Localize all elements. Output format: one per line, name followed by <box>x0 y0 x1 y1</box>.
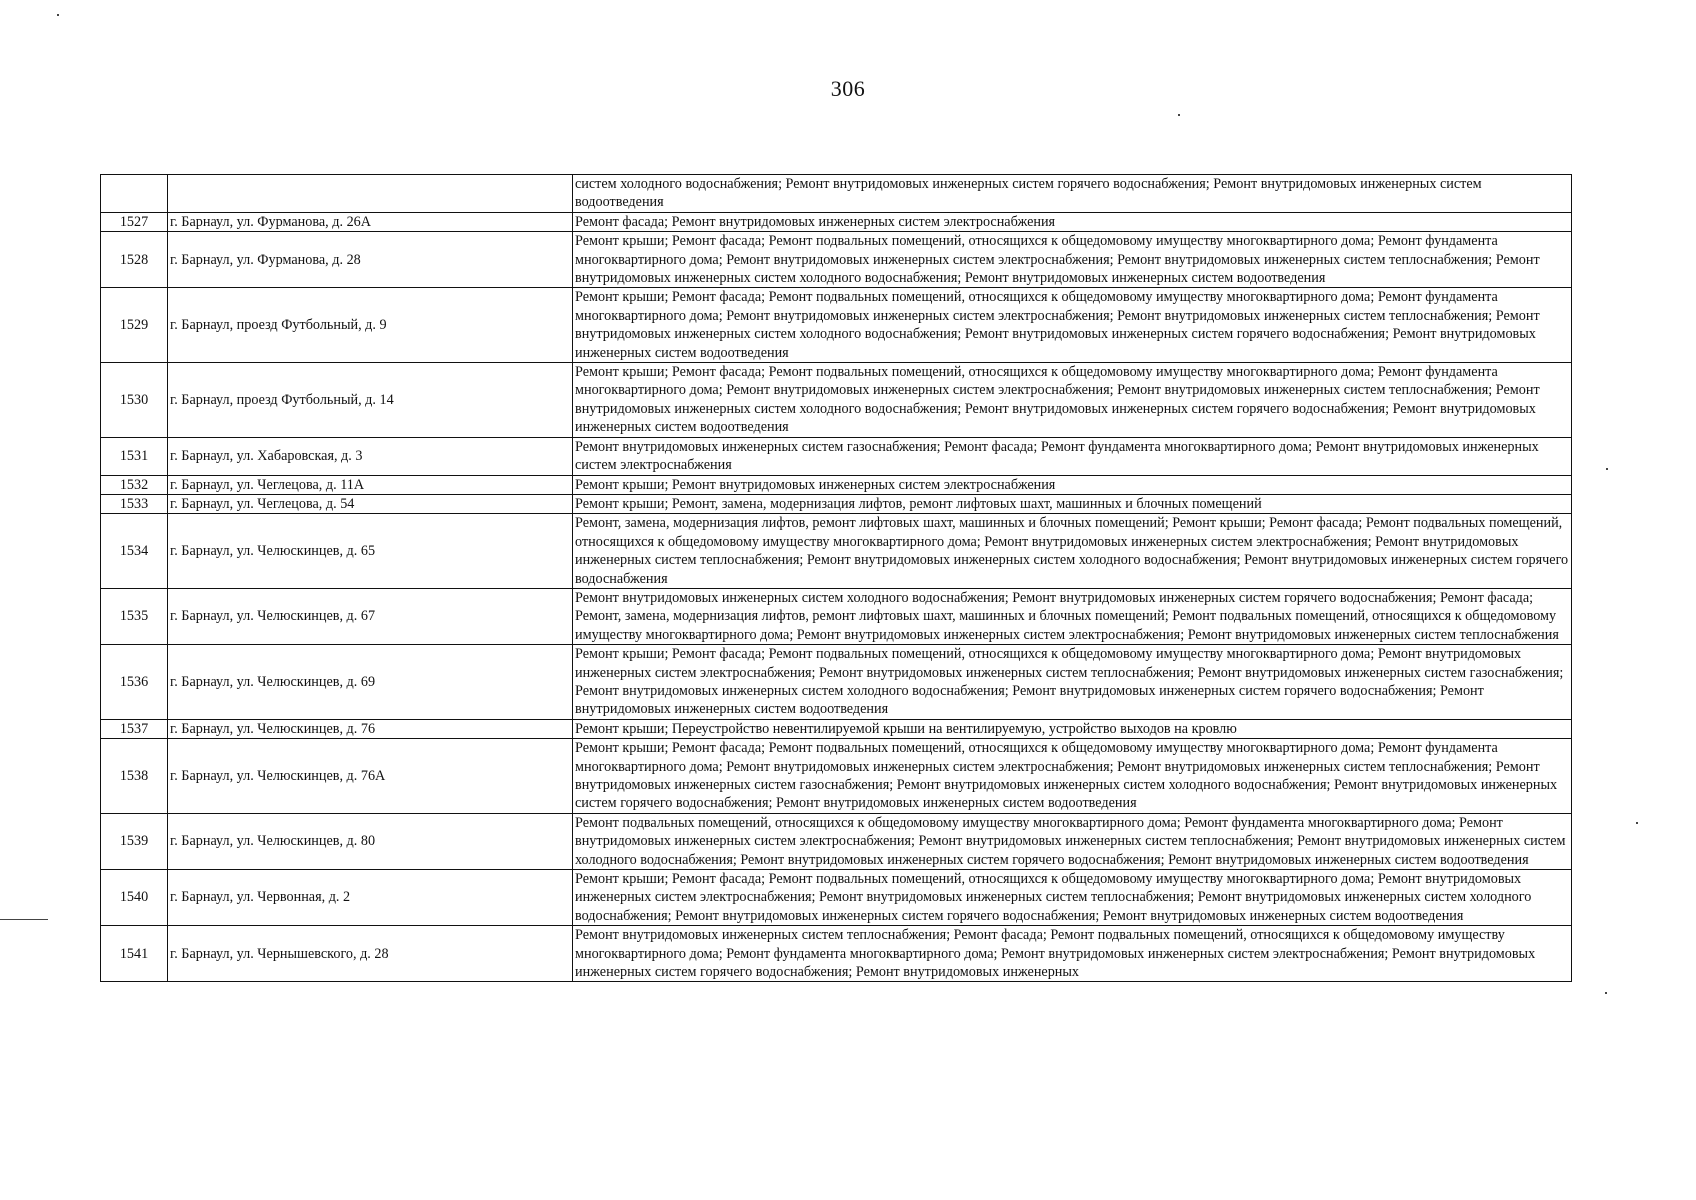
table-row <box>101 437 1572 475</box>
row-works: Ремонт крыши; Ремонт фасада; Ремонт подвальных помещений, относящихся к общедомовому имуществу многоквартирного дома; Ремонт фундамента многоквартирного дома; Ремонт внутридомовых инженерных систем электроснабжения; Ремонт внутридомовых инженерных систем теплоснабжения; Ремонт внутридомовых инженерных систем газоснабжения; Ремонт внутридомовых инженерных систем холодного водоснабжения; Ремонт внутридомовых инженерных систем горячего водоснабжения; Ремонт внутридомовых инженерных систем водоотведения <box>573 739 1572 814</box>
row-number: 1536 <box>101 645 168 720</box>
table-row <box>101 288 1572 363</box>
row-address: г. Барнаул, проезд Футбольный, д. 14 <box>168 363 573 438</box>
row-number: 1535 <box>101 588 168 644</box>
row-address: г. Барнаул, ул. Челюскинцев, д. 67 <box>168 588 573 644</box>
table-row <box>101 645 1572 720</box>
row-works: Ремонт крыши; Переустройство невентилируемой крыши на вентилируемую, устройство выходов на кровлю <box>573 719 1572 738</box>
table-row <box>101 212 1572 231</box>
row-number: 1527 <box>101 212 168 231</box>
table-row <box>101 232 1572 288</box>
row-works: Ремонт крыши; Ремонт фасада; Ремонт подвальных помещений, относящихся к общедомовому имуществу многоквартирного дома; Ремонт фундамента многоквартирного дома; Ремонт внутридомовых инженерных систем электроснабжения; Ремонт внутридомовых инженерных систем теплоснабжения; Ремонт внутридомовых инженерных систем холодного водоснабжения; Ремонт внутридомовых инженерных систем водоотведения <box>573 232 1572 288</box>
row-works: Ремонт крыши; Ремонт фасада; Ремонт подвальных помещений, относящихся к общедомовому имуществу многоквартирного дома; Ремонт фундамента многоквартирного дома; Ремонт внутридомовых инженерных систем электроснабжения; Ремонт внутридомовых инженерных систем теплоснабжения; Ремонт внутридомовых инженерных систем холодного водоснабжения; Ремонт внутридомовых инженерных систем горячего водоснабжения; Ремонт внутридомовых инженерных систем водоотведения <box>573 288 1572 363</box>
row-works: Ремонт крыши; Ремонт фасада; Ремонт подвальных помещений, относящихся к общедомовому имуществу многоквартирного дома; Ремонт фундамента многоквартирного дома; Ремонт внутридомовых инженерных систем электроснабжения; Ремонт внутридомовых инженерных систем теплоснабжения; Ремонт внутридомовых инженерных систем холодного водоснабжения; Ремонт внутридомовых инженерных систем горячего водоснабжения; Ремонт внутридомовых инженерных систем водоотведения <box>573 363 1572 438</box>
table-row <box>101 475 1572 494</box>
row-address: г. Барнаул, ул. Челюскинцев, д. 69 <box>168 645 573 720</box>
row-number: 1539 <box>101 813 168 869</box>
row-address: г. Барнаул, ул. Хабаровская, д. 3 <box>168 437 573 475</box>
row-address: г. Барнаул, проезд Футбольный, д. 9 <box>168 288 573 363</box>
table-row <box>101 813 1572 869</box>
scan-mark-dot <box>1636 822 1638 824</box>
row-address: г. Барнаул, ул. Чеглецова, д. 54 <box>168 494 573 513</box>
row-address: г. Барнаул, ул. Челюскинцев, д. 65 <box>168 514 573 589</box>
row-number: 1531 <box>101 437 168 475</box>
scan-mark-dot <box>57 14 59 16</box>
table-row <box>101 588 1572 644</box>
row-works: Ремонт, замена, модернизация лифтов, ремонт лифтовых шахт, машинных и блочных помещений; Ремонт крыши; Ремонт фасада; Ремонт подвальных помещений, относящихся к общедомовому имуществу многоквартирного дома; Ремонт внутридомовых инженерных систем электроснабжения; Ремонт внутридомовых инженерных систем теплоснабжения; Ремонт внутридомовых инженерных систем холодного водоснабжения; Ремонт внутридомовых инженерных систем горячего водоснабжения <box>573 514 1572 589</box>
row-works: Ремонт внутридомовых инженерных систем теплоснабжения; Ремонт фасада; Ремонт подвальных помещений, относящихся к общедомовому имуществу многоквартирного дома; Ремонт фундамента многоквартирного дома; Ремонт внутридомовых инженерных систем электроснабжения; Ремонт внутридомовых инженерных систем горячего водоснабжения; Ремонт внутридомовых инженерных <box>573 926 1572 982</box>
scan-mark-dot <box>1178 114 1180 116</box>
row-works: Ремонт крыши; Ремонт фасада; Ремонт подвальных помещений, относящихся к общедомовому имуществу многоквартирного дома; Ремонт внутридомовых инженерных систем электроснабжения; Ремонт внутридомовых инженерных систем теплоснабжения; Ремонт внутридомовых инженерных систем холодного водоснабжения; Ремонт внутридомовых инженерных систем горячего водоснабжения; Ремонт внутридомовых инженерных систем водоотведения <box>573 870 1572 926</box>
scan-mark-dot <box>1606 468 1608 470</box>
row-address: г. Барнаул, ул. Челюскинцев, д. 76А <box>168 739 573 814</box>
table-row <box>101 739 1572 814</box>
row-number: 1541 <box>101 926 168 982</box>
row-works: Ремонт крыши; Ремонт внутридомовых инженерных систем электроснабжения <box>573 475 1572 494</box>
table-body <box>101 175 1572 982</box>
row-works: Ремонт фасада; Ремонт внутридомовых инженерных систем электроснабжения <box>573 212 1572 231</box>
row-number: 1529 <box>101 288 168 363</box>
row-number: 1530 <box>101 363 168 438</box>
row-works: Ремонт крыши; Ремонт, замена, модернизация лифтов, ремонт лифтовых шахт, машинных и блочных помещений <box>573 494 1572 513</box>
row-address: г. Барнаул, ул. Чеглецова, д. 11А <box>168 475 573 494</box>
row-number: 1537 <box>101 719 168 738</box>
table-row <box>101 514 1572 589</box>
row-works: систем холодного водоснабжения; Ремонт внутридомовых инженерных систем горячего водоснабжения; Ремонт внутридомовых инженерных систем водоотведения <box>573 175 1572 213</box>
row-address: г. Барнаул, ул. Червонная, д. 2 <box>168 870 573 926</box>
scan-mark-dot <box>1605 992 1607 994</box>
row-number <box>101 175 168 213</box>
row-address: г. Барнаул, ул. Челюскинцев, д. 76 <box>168 719 573 738</box>
repair-works-table-wrapper <box>100 174 1569 982</box>
row-address <box>168 175 573 213</box>
row-address: г. Барнаул, ул. Челюскинцев, д. 80 <box>168 813 573 869</box>
row-number: 1533 <box>101 494 168 513</box>
repair-works-table <box>100 174 1572 982</box>
table-row <box>101 494 1572 513</box>
row-address: г. Барнаул, ул. Фурманова, д. 28 <box>168 232 573 288</box>
row-number: 1538 <box>101 739 168 814</box>
row-number: 1540 <box>101 870 168 926</box>
page-number: 306 <box>830 76 866 101</box>
row-number: 1534 <box>101 514 168 589</box>
table-row <box>101 870 1572 926</box>
table-row <box>101 363 1572 438</box>
table-row <box>101 719 1572 738</box>
row-works: Ремонт внутридомовых инженерных систем холодного водоснабжения; Ремонт внутридомовых инженерных систем горячего водоснабжения; Ремонт фасада; Ремонт, замена, модернизация лифтов, ремонт лифтовых шахт, машинных и блочных помещений; Ремонт подвальных помещений, относящихся к общедомовому имуществу многоквартирного дома; Ремонт внутридомовых инженерных систем электроснабжения; Ремонт внутридомовых инженерных систем теплоснабжения <box>573 588 1572 644</box>
row-address: г. Барнаул, ул. Чернышевского, д. 28 <box>168 926 573 982</box>
row-number: 1528 <box>101 232 168 288</box>
row-works: Ремонт подвальных помещений, относящихся к общедомовому имуществу многоквартирного дома; Ремонт фундамента многоквартирного дома; Ремонт внутридомовых инженерных систем электроснабжения; Ремонт внутридомовых инженерных систем теплоснабжения; Ремонт внутридомовых инженерных систем холодного водоснабжения; Ремонт внутридомовых инженерных систем горячего водоснабжения; Ремонт внутридомовых инженерных систем водоотведения <box>573 813 1572 869</box>
table-row <box>101 926 1572 982</box>
row-works: Ремонт крыши; Ремонт фасада; Ремонт подвальных помещений, относящихся к общедомовому имуществу многоквартирного дома; Ремонт внутридомовых инженерных систем электроснабжения; Ремонт внутридомовых инженерных систем теплоснабжения; Ремонт внутридомовых инженерных систем газоснабжения; Ремонт внутридомовых инженерных систем холодного водоснабжения; Ремонт внутридомовых инженерных систем горячего водоснабжения; Ремонт внутридомовых инженерных систем водоотведения <box>573 645 1572 720</box>
table-row <box>101 175 1572 213</box>
row-address: г. Барнаул, ул. Фурманова, д. 26А <box>168 212 573 231</box>
scan-mark-left <box>0 919 48 920</box>
row-works: Ремонт внутридомовых инженерных систем газоснабжения; Ремонт фасада; Ремонт фундамента многоквартирного дома; Ремонт внутридомовых инженерных систем электроснабжения <box>573 437 1572 475</box>
row-number: 1532 <box>101 475 168 494</box>
